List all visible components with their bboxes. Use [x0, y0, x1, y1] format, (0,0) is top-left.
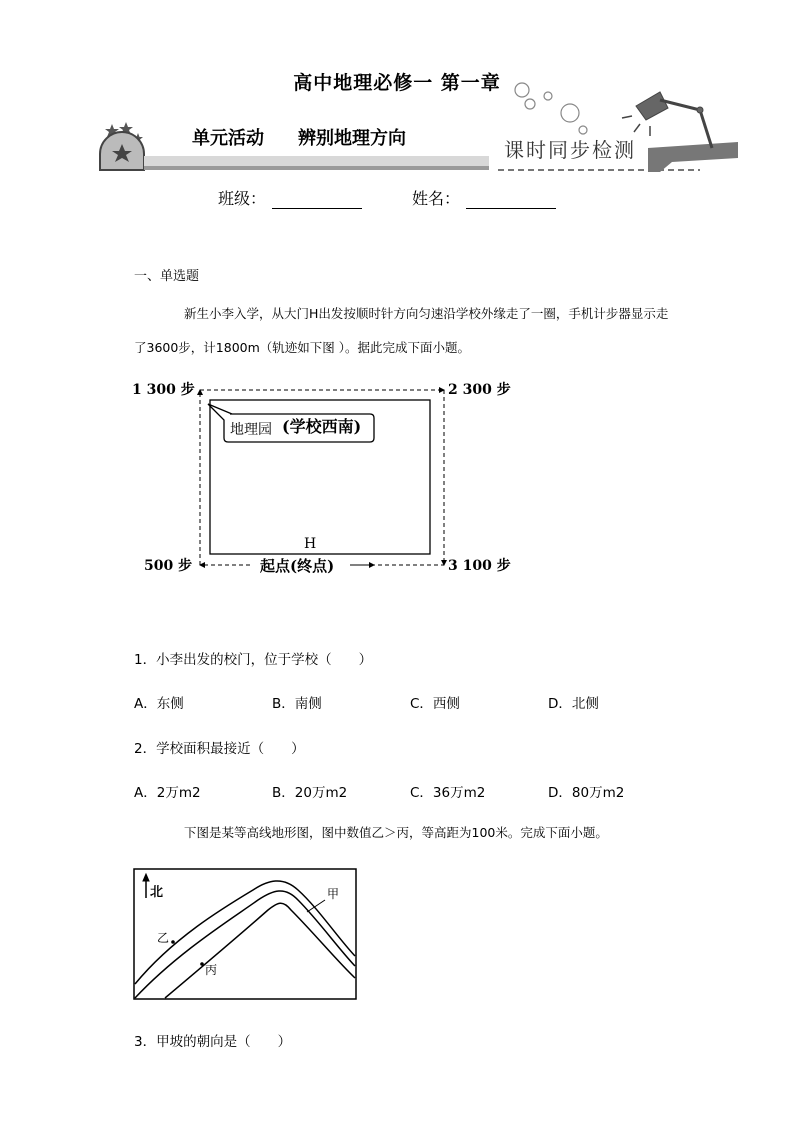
passage-1: 新生小李入学，从大门H出发按顺时针方向匀速沿学校外缘走了一圈，手机计步器显示走了3600步，计1800m（轨迹如下图 ）。据此完成下面小题。	[134, 306, 669, 355]
subtitle-topic: 辨别地理方向	[298, 128, 406, 149]
passage-2: 下图是某等高线地形图，图中数值乙＞丙，等高距为100米。完成下面小题。	[184, 825, 608, 840]
option-b[interactable]: B．南侧	[272, 696, 322, 712]
page-subtitle	[192, 124, 440, 150]
label-bottom-left: 500 步	[144, 558, 193, 574]
page-title: 高中地理必修一 第一章	[293, 72, 501, 94]
callout-label-small: 地理园	[230, 422, 272, 438]
subtitle-unit: 单元活动	[192, 128, 264, 149]
section-heading: 一、单选题	[134, 269, 200, 284]
class-label: 班级：	[218, 189, 267, 208]
option-c[interactable]: C．36万m2	[410, 785, 486, 801]
class-field	[218, 186, 362, 209]
class-blank	[272, 192, 362, 209]
gate-label: H	[304, 536, 317, 552]
question-3: 3．甲坡的朝向是（ ）	[134, 1034, 292, 1050]
option-d[interactable]: D．80万m2	[548, 785, 625, 801]
start-label: 起点(终点)	[260, 557, 335, 575]
name-blank	[466, 192, 556, 209]
north-label: 北	[150, 885, 164, 900]
figure-contour-map	[133, 868, 359, 1002]
option-a[interactable]: A．东侧	[134, 696, 184, 712]
label-bottom-right: 3 100 步	[448, 558, 511, 574]
option-b[interactable]: B．20万m2	[272, 785, 348, 801]
yi-label: 乙	[157, 931, 170, 945]
brand-label: 课时同步检测	[504, 138, 636, 162]
name-field	[412, 186, 556, 209]
option-c[interactable]: C．西侧	[410, 696, 460, 712]
label-top-right: 2 300 步	[448, 382, 511, 398]
callout-label-big: (学校西南)	[282, 417, 362, 436]
name-label: 姓名：	[412, 189, 461, 208]
option-d[interactable]: D．北侧	[548, 696, 599, 712]
figure-school-route	[130, 372, 520, 587]
option-a[interactable]: A．2万m2	[134, 785, 201, 801]
jia-label: 甲	[327, 887, 340, 901]
question-2: 2．学校面积最接近（ ）	[134, 741, 305, 757]
label-top-left: 1 300 步	[132, 382, 195, 398]
question-1: 1．小李出发的校门，位于学校（ ）	[134, 652, 373, 668]
bing-label: 丙	[205, 963, 218, 977]
